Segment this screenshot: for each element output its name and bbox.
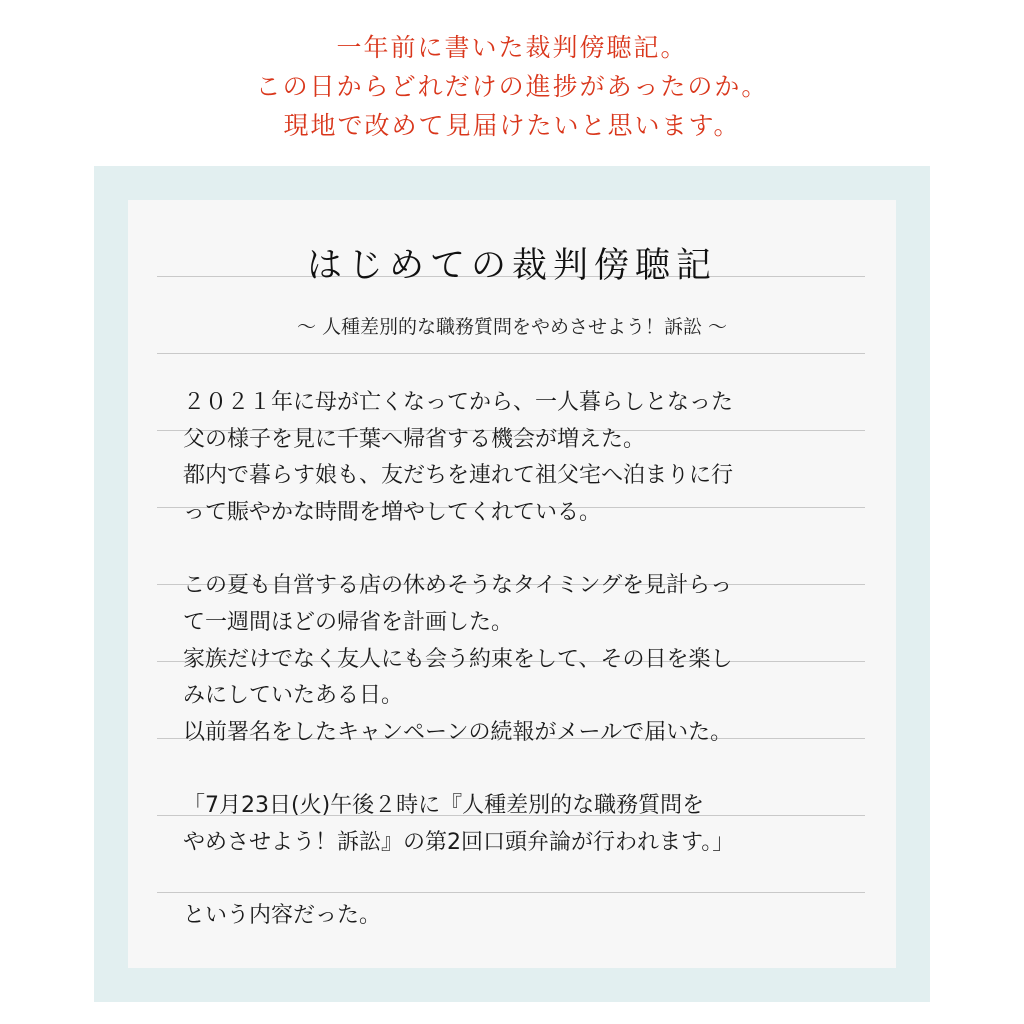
- intro-line-2: この日からどれだけの進捗があったのか。: [255, 72, 769, 101]
- body-line: 都内で暮らす娘も、友だちを連れて祖父宅へ泊まりに行: [183, 463, 734, 488]
- body-line: という内容だった。: [183, 903, 382, 928]
- intro-line-3: 現地で改めて見届けたいと思います。: [283, 111, 741, 140]
- body-line: やめさせよう！訴訟』の第2回口頭弁論が行われます。」: [183, 830, 735, 855]
- body-line: 「7月23日(火)午後２時に『人種差別的な職務質問を: [183, 793, 705, 818]
- body-line: て一週間ほどの帰省を計画した。: [183, 610, 514, 635]
- body-line: 家族だけでなく友人にも会う約束をして、その日を楽し: [183, 647, 733, 672]
- ruled-line: [157, 353, 865, 354]
- body-line: 以前署名をしたキャンペーンの続報がメールで届いた。: [183, 720, 733, 745]
- intro-line-1: 一年前に書いた裁判傍聴記。: [336, 33, 688, 62]
- body-line: みにしていたある日。: [183, 683, 404, 708]
- intro-header: [0, 28, 1024, 145]
- document-title: はじめての裁判傍聴記: [306, 246, 717, 286]
- body-line: ２０２１年に母が亡くなってから、一人暮らしとなった: [183, 390, 734, 415]
- document-subtitle: 〜 人種差別的な職務質問をやめさせよう！訴訟 〜: [296, 316, 728, 338]
- ruled-line: [157, 892, 865, 893]
- body-line: 父の様子を見に千葉へ帰省する機会が増えた。: [183, 427, 646, 452]
- body-line: この夏も自営する店の休めそうなタイミングを見計らっ: [183, 573, 733, 598]
- body-line: って賑やかな時間を増やしてくれている。: [183, 500, 602, 525]
